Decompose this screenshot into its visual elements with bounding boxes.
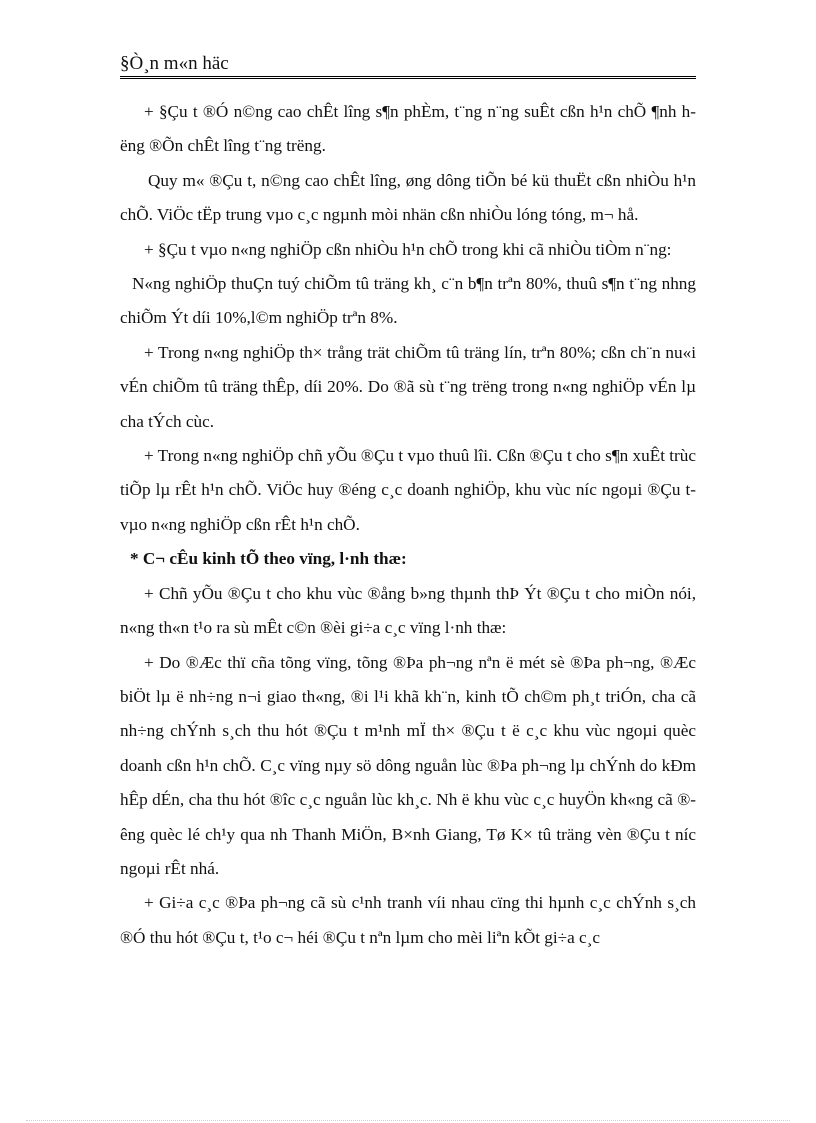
paragraph-irrigation: + Trong n«ng nghiÖp chñ yÕu ®Çu t vµo thuû lîi. Cßn ®Çu t cho s¶n xuÊt trùc tiÕp lµ rÊt h¹n chÕ. ViÖc huy ®éng c¸c doanh nghiÖp, khu vùc níc ngoµi ®Çu t vµo n«ng nghiÖp cßn rÊt h¹n chÕ. [120, 446, 696, 534]
header-double-rule [120, 76, 696, 79]
section-heading-regional: * C¬ cÊu kinh tÕ theo vïng, l·nh thæ: [130, 549, 407, 569]
paragraph-agri-share: N«ng nghiÖp thuÇn tuý chiÕm tû träng kh¸ c¨n b¶n trªn 80%, thuû s¶n t¨ng nhng chiÕm Ýt díi 10%,l©m nghiÖp trªn 8%. [120, 274, 696, 328]
paragraph-invest-quality: + §Çu t ®Ó n©ng cao chÊt lîng s¶n phÈm, t¨ng n¨ng suÊt cßn h¹n chÕ ¶nh hëng ®Õn chÊt lîng t¨ng trëng. [120, 102, 696, 156]
document-header-title: §Ò¸n m«n häc [120, 53, 229, 74]
paragraph-scale-tech: Quy m« ®Çu t, n©ng cao chÊt lîng, øng dông tiÕn bé kü thuËt cßn nhiÒu h¹n chÕ. ViÖc tËp trung vµo c¸c ngµnh mòi nhän cßn nhiÒu lóng tóng, m¬ hå. [120, 170, 696, 225]
paragraph-local-features: + Do ®Æc thï cña tõng vïng, tõng ®Þa ph¬ng nªn ë mét sè ®Þa ph¬ng, ®Æc biÖt lµ ë nh÷ng n¬i giao th«ng, ®i l¹i khã kh¨n, kinh tÕ ch©m ph¸t triÓn, cha cã nh÷ng chÝnh s¸ch thu hót ®Çu t m¹nh mÏ th× ®Çu t ë c¸c khu vùc ngoµi quèc doanh cßn h¹n chÕ. C¸c vïng nµy sö dông nguån lùc ®Þa ph¬ng lµ chÝnh do kÐm hÊp dÉn, cha thu hót ®îc c¸c nguån lùc kh¸c. Nh ë khu vùc c¸c huyÖn kh«ng cã ®êng quèc lé ch¹y qua nh Thanh MiÖn, B×nh Giang, Tø K× tû träng vèn ®Çu t níc ngoµi rÊt nhá. [120, 652, 696, 878]
paragraph-regional-imbalance: + Chñ yÕu ®Çu t cho khu vùc ®ång b»ng thµnh thÞ Ýt ®Çu t cho miÒn nói, n«ng th«n t¹o ra sù mÊt c©n ®èi gi÷a c¸c vïng l·nh thæ: [120, 583, 696, 638]
paragraph-agri-invest: + §Çu t vµo n«ng nghiÖp cßn nhiÒu h¹n chÕ trong khi cã nhiÒu tiÒm n¨ng: [144, 239, 672, 259]
paragraph-local-competition: + Gi÷a c¸c ®Þa ph¬ng cã sù c¹nh tranh víi nhau cïng thi hµnh c¸c chÝnh s¸ch ®Ó thu hót ®Çu t, t¹o c¬ héi ®Çu t nªn lµm cho mèi liªn kÕt gi÷a c¸c [120, 893, 696, 947]
document-header [120, 52, 696, 78]
page-bottom-dotted-border [26, 1120, 790, 1121]
document-body [120, 95, 696, 955]
paragraph-crops-livestock: + Trong n«ng nghiÖp th× trång trät chiÕm tû träng lín, trªn 80%; cßn ch¨n nu«i vÉn chiÕm tû träng thÊp, díi 20%. Do ®ã sù t¨ng trëng trong n«ng nghiÖp vÉn lµ cha tÝch cùc. [120, 342, 696, 431]
